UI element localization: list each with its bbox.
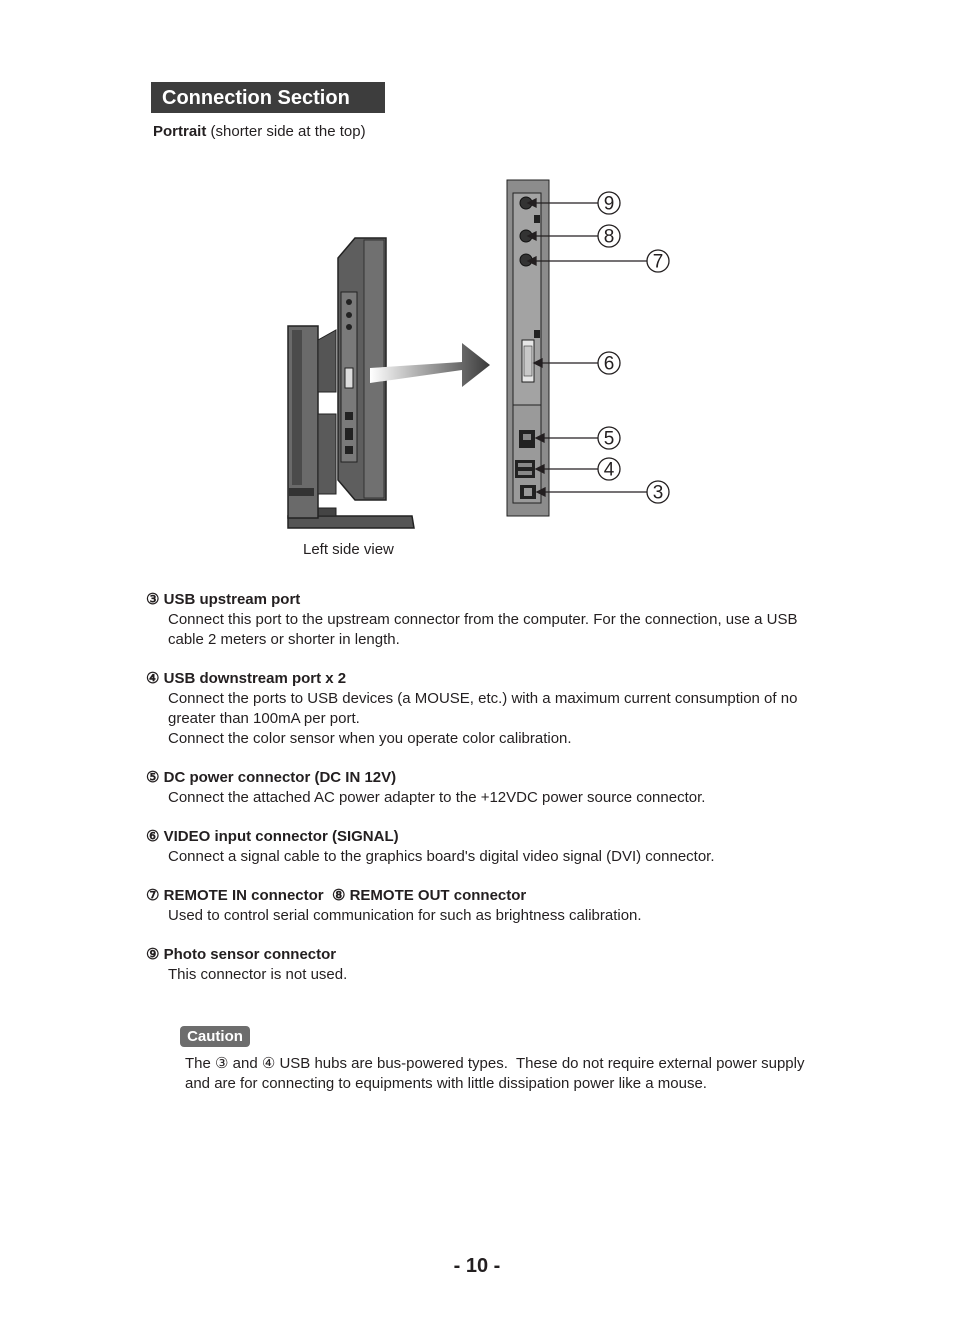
callout-label-4: 4	[603, 459, 615, 481]
item-title: ⑥ VIDEO input connector (SIGNAL)	[146, 828, 399, 845]
list-item	[146, 945, 836, 985]
list-item	[146, 768, 836, 808]
orientation-rest: (shorter side at the top)	[206, 123, 366, 140]
orientation-bold: Portrait	[153, 123, 207, 140]
callout-label-6: 6	[603, 353, 615, 375]
callout-label-7: 7	[652, 251, 664, 273]
item-description: Used to control serial communication for such as brightness calibration.	[168, 907, 642, 924]
item-title: ⑦ REMOTE IN connector ⑧ REMOTE OUT connector	[146, 887, 527, 904]
item-description: This connector is not used.	[168, 966, 348, 983]
section-title: Connection Section	[151, 82, 385, 113]
figure-caption: Left side view	[303, 541, 394, 558]
item-description: Connect the attached AC power adapter to the +12VDC power source connector.	[168, 789, 706, 806]
connection-diagram	[0, 0, 954, 540]
item-description: Connect this port to the upstream connector from the computer. For the connection, use a USB cable 2 meters or shorter in length.	[168, 611, 798, 648]
callout-label-9: 9	[603, 193, 615, 215]
direction-arrow	[370, 343, 490, 387]
caution-badge: Caution	[180, 1026, 250, 1047]
item-title: ③ USB upstream port	[146, 591, 301, 608]
item-title: ④ USB downstream port x 2	[146, 670, 347, 687]
list-item	[146, 827, 836, 867]
page-number: - 10 -	[453, 1255, 501, 1277]
callout-label-5: 5	[603, 428, 615, 450]
monitor-side-view	[288, 238, 414, 528]
item-title: ⑤ DC power connector (DC IN 12V)	[146, 769, 397, 786]
list-item	[146, 669, 836, 749]
item-description: Connect the color sensor when you operate color calibration.	[168, 730, 572, 747]
list-item	[146, 590, 836, 650]
connector-list	[146, 590, 836, 1004]
callout-label-3: 3	[652, 482, 664, 504]
item-title: ⑨ Photo sensor connector	[146, 946, 337, 963]
item-description: Connect a signal cable to the graphics board's digital video signal (DVI) connector.	[168, 848, 715, 865]
list-item	[146, 886, 836, 926]
item-description: Connect the ports to USB devices (a MOUSE, etc.) with a maximum current consumption of no greater than 100mA per port.	[168, 690, 798, 727]
callout-label-8: 8	[603, 226, 615, 248]
caution-text: The ③ and ④ USB hubs are bus-powered types. These do not require external power supply and are for connecting to equipments with little dissipation power like a mouse.	[185, 1055, 809, 1092]
